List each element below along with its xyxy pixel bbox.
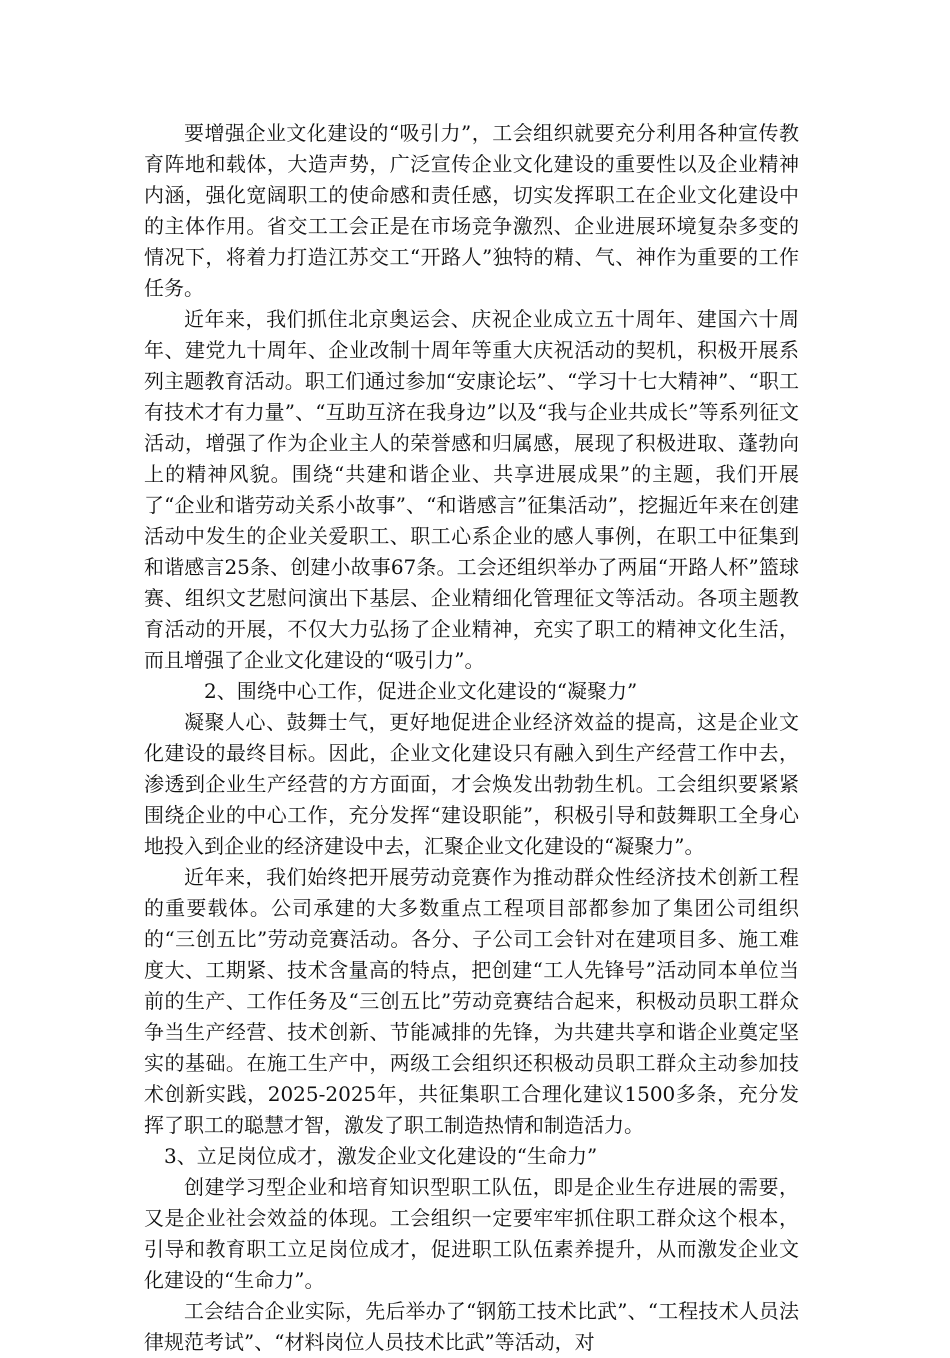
paragraph-attraction-intro: 要增强企业文化建设的“吸引力”，工会组织就要充分利用各种宣传教育阵地和载体，大造声势，广泛宣传企业文化建设的重要性以及企业精神内涵，强化宽阔职工的使命感和责任感，切实发挥职工在企业文化建设中的主体作用。省交工工会正是在市场竞争激烈、企业进展环境复杂多变的情况下，将着力打造江苏交工“开路人”独特的精、气、神作为重要的工作任务。 — [144, 121, 799, 300]
paragraph-cohesion-goal: 凝聚人心、鼓舞士气，更好地促进企业经济效益的提高，这是企业文化建设的最终目标。因此，企业文化建设只有融入到生产经营工作中去，渗透到企业生产经营的方方面面，才会焕发出勃勃生机。工会组织要紧紧围绕企业的中心工作，充分发挥“建设职能”，积极引导和鼓舞职工全身心地投入到企业的经济建设中去，汇聚企业文化建设的“凝聚力”。 — [144, 710, 799, 858]
document-page — [144, 118, 799, 1358]
paragraph-learning-enterprise: 创建学习型企业和培育知识型职工队伍，即是企业生存进展的需要，又是企业社会效益的体现。工会组织一定要牢牢抓住职工群众这个根本，引导和教育职工立足岗位成才，促进职工队伍素养提升，从而激发企业文化建设的“生命力”。 — [144, 1175, 799, 1292]
paragraph-labor-competition: 近年来，我们始终把开展劳动竞赛作为推动群众性经济技术创新工程的重要载体。公司承建的大多数重点工程项目部都参加了集团公司组织的“三创五比”劳动竞赛活动。各分、子公司工会针对在建项目多、施工难度大、工期紧、技术含量高的特点，把创建“工人先锋号”活动同本单位当前的生产、工作任务及“三创五比”劳动竞赛结合起来，积极动员职工群众争当生产经营、技术创新、节能减排的先锋，为共建共享和谐企业奠定坚实的基础。在施工生产中，两级工会组织还积极动员职工群众主动参加技术创新实践，2025-2025年，共征集职工合理化建议1500多条，充分发挥了职工的聪慧才智，激发了职工制造热情和制造活力。 — [144, 865, 799, 1137]
paragraph-union-activities: 工会结合企业实际，先后举办了“钢筋工技术比武”、“工程技术人员法律规范考试”、“材料岗位人员技术比武”等活动，对 — [144, 1299, 799, 1354]
section-heading-vitality: 3、立足岗位成才，激发企业文化建设的“生命力” — [164, 1144, 598, 1168]
paragraph-recent-activities: 近年来，我们抓住北京奥运会、庆祝企业成立五十周年、建国六十周年、建党九十周年、企业改制十周年等重大庆祝活动的契机，积极开展系列主题教育活动。职工们通过参加“安康论坛”、“学习十七大精神”、“职工有技术才有力量”、“互助互济在我身边”以及“我与企业共成长”等系列征文活动，增强了作为企业主人的荣誉感和归属感，展现了积极进取、蓬勃向上的精神风貌。围绕“共建和谐企业、共享进展成果”的主题，我们开展了“企业和谐劳动关系小故事”、“和谐感言”征集活动”，挖掘近年来在创建活动中发生的企业关爱职工、职工心系企业的感人事例，在职工中征集到和谐感言25条、创建小故事67条。工会还组织举办了两届“开路人杯”篮球赛、组织文艺慰问演出下基层、企业精细化管理征文等活动。各项主题教育活动的开展，不仅大力弘扬了企业精神，充实了职工的精神文化生活，而且增强了企业文化建设的“吸引力”。 — [144, 307, 799, 672]
section-heading-cohesion: 2、围绕中心工作，促进企业文化建设的“凝聚力” — [204, 679, 638, 703]
